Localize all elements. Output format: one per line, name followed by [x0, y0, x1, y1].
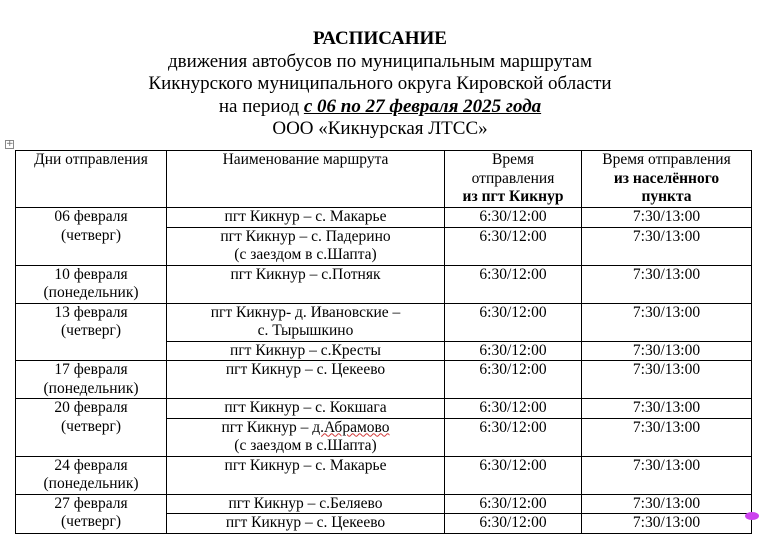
- table-header-row: [16, 151, 752, 208]
- day-cell: [16, 265, 167, 303]
- day-cell: [16, 303, 167, 361]
- time-from-cell: 6:30/12:00: [445, 456, 582, 494]
- table-row: [16, 361, 752, 399]
- route-note: с. Тырышкино: [257, 322, 354, 339]
- time-to-cell: 7:30/13:00: [582, 303, 752, 341]
- time-to-cell: 7:30/13:00: [582, 227, 752, 265]
- time-from-cell: 6:30/12:00: [445, 399, 582, 419]
- subtitle-line-3: Кикнурского муниципального округа Кировской области: [148, 73, 612, 94]
- table-row: [16, 265, 752, 303]
- day-weekday: (понедельник): [43, 475, 139, 492]
- table-row: [16, 208, 752, 228]
- period-dates: с 06 по 27 февраля 2025 года: [303, 95, 542, 117]
- time-from-cell: 6:30/12:00: [445, 514, 582, 534]
- day-cell: [16, 456, 167, 494]
- route-note: (с заездом в с.Шапта): [234, 437, 377, 454]
- table-row: [16, 494, 752, 514]
- day-weekday: (понедельник): [43, 284, 139, 301]
- schedule-table: [15, 150, 752, 534]
- header-depart-from-line3: из пгт Кикнур: [462, 188, 564, 205]
- time-to-cell: 7:30/13:00: [582, 361, 752, 399]
- time-to-cell: 7:30/13:00: [582, 265, 752, 303]
- table-row: [16, 303, 752, 341]
- time-from-cell: 6:30/12:00: [445, 208, 582, 228]
- header-days: Дни отправления: [16, 151, 167, 208]
- time-to-cell: 7:30/13:00: [582, 494, 752, 514]
- route-cell: пгт Кикнур – с. Макарье: [167, 456, 445, 494]
- pen-cursor-marker: [745, 512, 759, 520]
- day-date: 06 февраля: [54, 208, 128, 225]
- route-note: (с заездом в с.Шапта): [234, 246, 377, 263]
- route-name: пгт Кикнур- д. Ивановские –: [210, 303, 401, 321]
- day-date: 10 февраля: [54, 265, 128, 283]
- route-cell: пгт Кикнур – с.Потняк: [167, 265, 445, 303]
- day-weekday: (четверг): [61, 417, 121, 435]
- day-date: 17 февраля: [54, 361, 128, 378]
- subtitle-line-2: движения автобусов по муниципальным маршрутам: [168, 50, 592, 72]
- route-cell: пгт Кикнур – с. Макарье: [167, 208, 445, 228]
- time-from-cell: 6:30/12:00: [445, 361, 582, 399]
- table-move-handle-icon[interactable]: +: [6, 139, 14, 149]
- period-line: [0, 96, 760, 119]
- time-to-cell: 7:30/13:00: [582, 208, 752, 228]
- route-name: [169, 419, 442, 438]
- day-weekday: (понедельник): [43, 379, 139, 397]
- period-prefix: на период: [218, 95, 304, 117]
- time-to-cell: 7:30/13:00: [582, 341, 752, 361]
- day-cell: [16, 208, 167, 266]
- time-to-cell: 7:30/13:00: [582, 514, 752, 534]
- table-row: [16, 399, 752, 419]
- day-date: 27 февраля: [54, 494, 128, 512]
- day-weekday: (четверг): [61, 513, 121, 530]
- day-weekday: (четверг): [61, 226, 121, 244]
- route-cell: [167, 303, 445, 341]
- header-depart-to-line3: пункта: [641, 188, 692, 205]
- day-cell: [16, 399, 167, 457]
- time-to-cell: 7:30/13:00: [582, 456, 752, 494]
- day-cell: [16, 361, 167, 399]
- route-cell: пгт Кикнур – с. Цекеево: [167, 514, 445, 534]
- organization-name: ООО «Кикнурская ЛТСС»: [272, 118, 488, 139]
- day-weekday: (четверг): [61, 322, 121, 339]
- header-depart-from-line1: Время: [492, 151, 534, 168]
- route-cell: пгт Кикнур – с. Кокшага: [167, 399, 445, 419]
- time-from-cell: 6:30/12:00: [445, 227, 582, 265]
- header-depart-to-line1: Время отправления: [602, 151, 731, 168]
- route-cell: пгт Кикнур – с. Цекеево: [167, 361, 445, 399]
- time-to-cell: 7:30/13:00: [582, 418, 752, 456]
- table-row: [16, 456, 752, 494]
- route-cell: пгт Кикнур – с.Кресты: [167, 341, 445, 361]
- time-from-cell: 6:30/12:00: [445, 303, 582, 341]
- time-from-cell: 6:30/12:00: [445, 418, 582, 456]
- route-name: пгт Кикнур – с. Падерино: [220, 227, 391, 245]
- time-from-cell: 6:30/12:00: [445, 494, 582, 514]
- day-date: 13 февраля: [54, 303, 128, 321]
- spellcheck-underlined-word: д.Абрамово: [312, 418, 390, 436]
- route-cell: [167, 227, 445, 265]
- day-date: 24 февраля: [54, 456, 128, 474]
- document-title: РАСПИСАНИЕ: [313, 28, 447, 49]
- day-date: 20 февраля: [54, 399, 128, 416]
- document-header: [0, 28, 760, 141]
- header-depart-from-line2: отправления: [471, 169, 555, 187]
- route-cell: пгт Кикнур – с.Беляево: [167, 494, 445, 514]
- header-depart-to: [582, 151, 752, 208]
- header-route: Наименование маршрута: [167, 151, 445, 208]
- header-depart-from: [445, 151, 582, 208]
- day-cell: [16, 494, 167, 533]
- route-name-prefix: пгт Кикнур –: [221, 418, 313, 436]
- time-from-cell: 6:30/12:00: [445, 265, 582, 303]
- route-cell: [167, 418, 445, 456]
- time-to-cell: 7:30/13:00: [582, 399, 752, 419]
- header-depart-to-line2: из населённого: [613, 169, 720, 187]
- time-from-cell: 6:30/12:00: [445, 341, 582, 361]
